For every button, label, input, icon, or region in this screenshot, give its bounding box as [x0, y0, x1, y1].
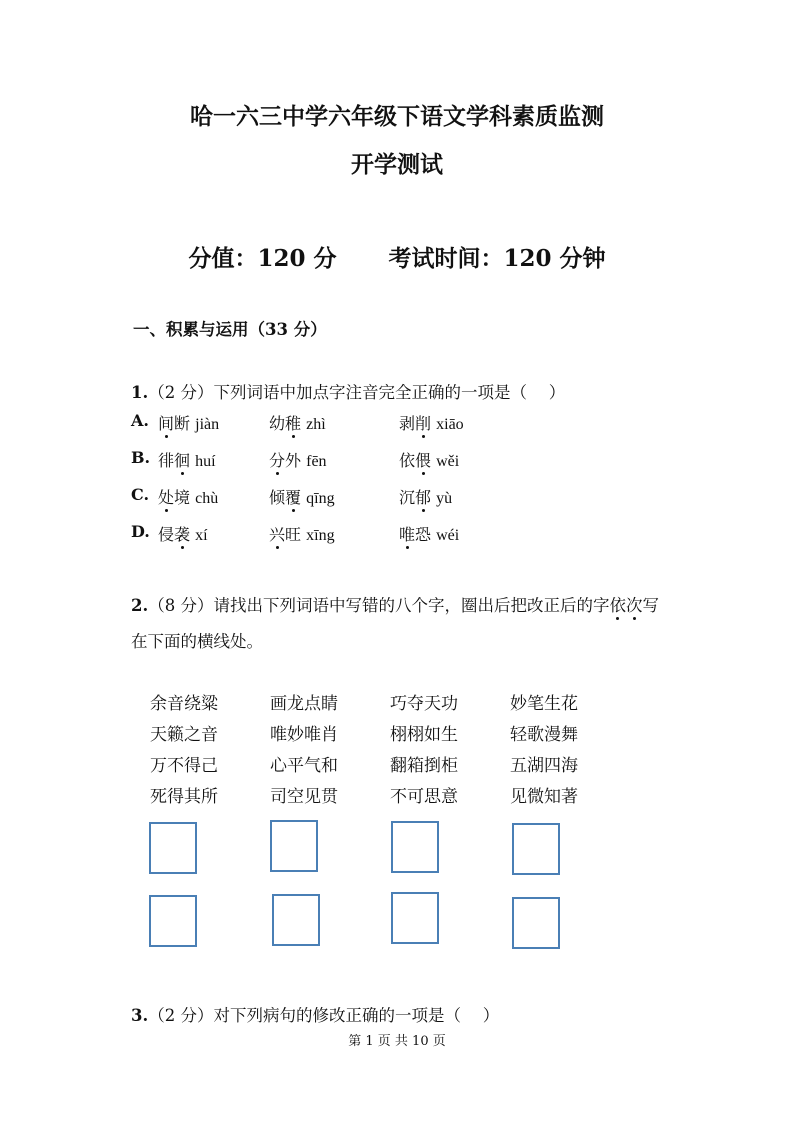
score-label: 分值：120 分: [188, 245, 337, 272]
dotted-char: 依: [609, 592, 626, 616]
option-word: [269, 522, 335, 545]
word-char: 徘: [158, 451, 175, 470]
answer-box[interactable]: [149, 895, 197, 947]
word-char: 倾: [269, 488, 286, 507]
exam-meta: [0, 240, 794, 273]
option-word: [399, 485, 452, 508]
answer-box[interactable]: [391, 892, 439, 944]
idiom-word: 不可思意: [390, 787, 458, 807]
idiom-word: 天籁之音: [150, 725, 218, 745]
dotted-char: 徊: [174, 448, 190, 471]
dotted-char: 兴: [269, 522, 285, 545]
pinyin: fēn: [306, 453, 327, 470]
pinyin: xīng: [306, 527, 335, 544]
option-word: [399, 448, 459, 471]
option-label: C.: [131, 485, 150, 504]
answer-box[interactable]: [149, 822, 197, 874]
question-3-stem: [131, 1002, 499, 1026]
option-word: [158, 448, 216, 471]
idiom-word: 栩栩如生: [390, 725, 458, 745]
word-char: 依: [399, 451, 416, 470]
idiom-word: 余音绕粱: [150, 694, 218, 714]
question-number: 2.: [131, 596, 149, 615]
dotted-char: 稚: [285, 411, 301, 434]
time-label: 考试时间：120 分钟: [388, 245, 606, 272]
pinyin: xí: [195, 527, 208, 544]
option-label: B.: [131, 448, 151, 467]
idiom-word: 巧夺天功: [390, 694, 458, 714]
question-2-stem-line2: 在下面的横线处。: [131, 632, 263, 651]
option-word: [269, 485, 335, 508]
pinyin: xiāo: [436, 416, 464, 433]
question-text: 下列词语中加点字注音完全正确的一项是（ ）: [213, 383, 566, 402]
idiom-word: 妙笔生花: [510, 694, 578, 714]
idiom-word: 万不得己: [150, 756, 218, 776]
answer-box[interactable]: [512, 823, 560, 875]
idiom-word: 五湖四海: [510, 756, 578, 776]
idiom-word: 司空见贯: [270, 787, 338, 807]
exam-subtitle: 开学测试: [351, 151, 443, 178]
dotted-char: 处: [158, 485, 174, 508]
pinyin: huí: [195, 453, 216, 470]
section-heading: 一、积累与运用（33 分）: [133, 320, 327, 339]
word-char: 旺: [285, 525, 302, 544]
idiom-word: 死得其所: [150, 787, 218, 807]
pinyin: chù: [195, 490, 219, 507]
dotted-char: 分: [269, 448, 285, 471]
word-char: 剥: [399, 414, 416, 433]
question-points: （2 分）: [148, 383, 214, 402]
pinyin: jiàn: [195, 416, 220, 433]
dotted-char: 次: [626, 592, 643, 616]
idiom-word: 心平气和: [270, 756, 338, 776]
dotted-char: 郁: [415, 485, 431, 508]
dotted-char: 覆: [285, 485, 301, 508]
option-word: [399, 522, 459, 545]
option-word: [158, 411, 219, 434]
question-text: 对下列病句的修改正确的一项是（ ）: [213, 1006, 500, 1025]
option-word: [399, 411, 464, 434]
pinyin: qīng: [306, 490, 335, 507]
pinyin: yù: [436, 490, 453, 507]
answer-box[interactable]: [270, 820, 318, 872]
option-word: [158, 485, 218, 508]
question-text: 写: [642, 596, 659, 615]
option-label: D.: [131, 522, 150, 541]
option-word: [269, 448, 327, 471]
pinyin: wéi: [436, 527, 460, 544]
idiom-word: 画龙点睛: [270, 694, 338, 714]
pinyin: wěi: [436, 453, 460, 470]
word-char: 幼: [269, 414, 286, 433]
question-number: 1.: [131, 383, 149, 402]
pinyin: zhì: [306, 416, 326, 433]
word-char: 境: [174, 488, 191, 507]
dotted-char: 袭: [174, 522, 190, 545]
option-label: A.: [131, 411, 149, 430]
idiom-word: 轻歌漫舞: [510, 725, 578, 745]
question-number: 3.: [131, 1006, 149, 1025]
word-char: 侵: [158, 525, 175, 544]
answer-box[interactable]: [512, 897, 560, 949]
question-1-stem: [131, 379, 565, 403]
dotted-char: 偎: [415, 448, 431, 471]
option-word: [158, 522, 208, 545]
question-2-stem: [131, 592, 659, 616]
exam-title: 哈一六三中学六年级下语文学科素质监测: [190, 103, 604, 130]
idiom-word: 见微知著: [510, 787, 578, 807]
dotted-char: 间: [158, 411, 174, 434]
question-text: 请找出下列词语中写错的八个字，圈出后把改正后的字: [213, 596, 610, 615]
answer-box[interactable]: [272, 894, 320, 946]
idiom-word: 翻箱捯柜: [390, 756, 458, 776]
idiom-word: 唯妙唯肖: [270, 725, 338, 745]
word-char: 恐: [415, 525, 432, 544]
answer-box[interactable]: [391, 821, 439, 873]
page-number: 第 1 页 共 10 页: [348, 1034, 446, 1049]
option-word: [269, 411, 326, 434]
dotted-char: 唯: [399, 522, 415, 545]
question-points: （8 分）: [148, 596, 214, 615]
word-char: 断: [174, 414, 191, 433]
dotted-char: 削: [415, 411, 431, 434]
word-char: 外: [285, 451, 302, 470]
question-points: （2 分）: [148, 1006, 214, 1025]
word-char: 沉: [399, 488, 416, 507]
